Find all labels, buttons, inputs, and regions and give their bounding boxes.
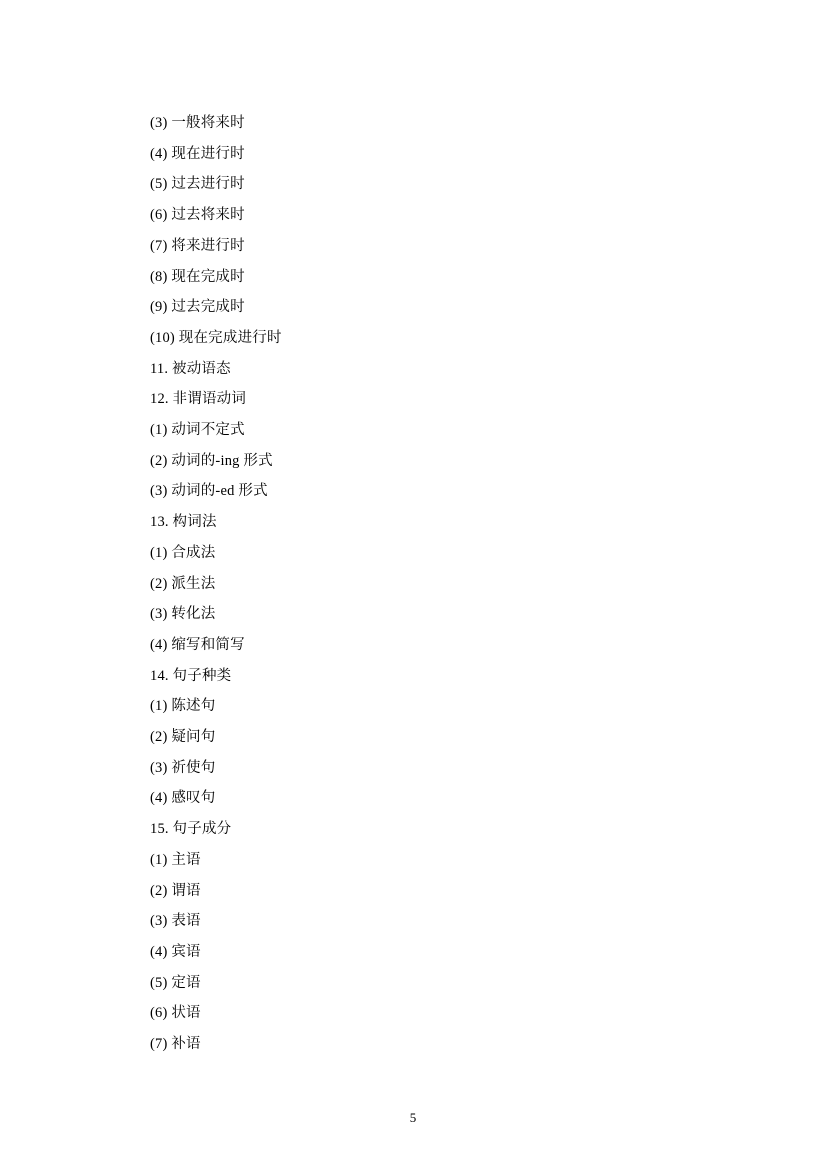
document-line: (1) 主语 — [150, 851, 201, 868]
document-line: (2) 派生法 — [150, 575, 216, 592]
document-line: (7) 将来进行时 — [150, 237, 245, 254]
document-line: (1) 合成法 — [150, 544, 216, 561]
document-line: 15. 句子成分 — [150, 821, 232, 838]
document-line: (2) 疑问句 — [150, 729, 216, 746]
document-line: (5) 过去进行时 — [150, 176, 245, 193]
document-line: (3) 一般将来时 — [150, 115, 245, 131]
document-line: (3) 祈使句 — [150, 759, 216, 776]
document-line: (6) 过去将来时 — [150, 207, 245, 224]
document-line: 11. 被动语态 — [150, 360, 231, 377]
document-line: (4) 感叹句 — [150, 790, 216, 807]
document-line: (1) 动词不定式 — [150, 422, 245, 439]
document-line: (8) 现在完成时 — [150, 268, 245, 285]
document-line: (3) 转化法 — [150, 606, 216, 623]
document-line: (5) 定语 — [150, 974, 201, 991]
document-line: (2) 谓语 — [150, 882, 201, 899]
document-line: (4) 现在进行时 — [150, 145, 245, 162]
document-line: (2) 动词的-ing 形式 — [150, 452, 273, 469]
document-body — [150, 108, 710, 1060]
document-line: (3) 动词的-ed 形式 — [150, 483, 268, 500]
document-line: (1) 陈述句 — [150, 698, 216, 715]
document-line: (4) 宾语 — [150, 943, 201, 960]
document-line: (6) 状语 — [150, 1005, 201, 1022]
page-number: 5 — [409, 1110, 417, 1125]
document-line: 12. 非谓语动词 — [150, 391, 247, 408]
document-line: (10) 现在完成进行时 — [150, 329, 282, 346]
document-line: (7) 补语 — [150, 1036, 201, 1053]
document-line: 13. 构词法 — [150, 514, 217, 531]
document-line: (4) 缩写和简写 — [150, 636, 245, 653]
document-line: (3) 表语 — [150, 913, 201, 930]
document-line: (9) 过去完成时 — [150, 299, 245, 316]
document-line: 14. 句子种类 — [150, 667, 232, 684]
